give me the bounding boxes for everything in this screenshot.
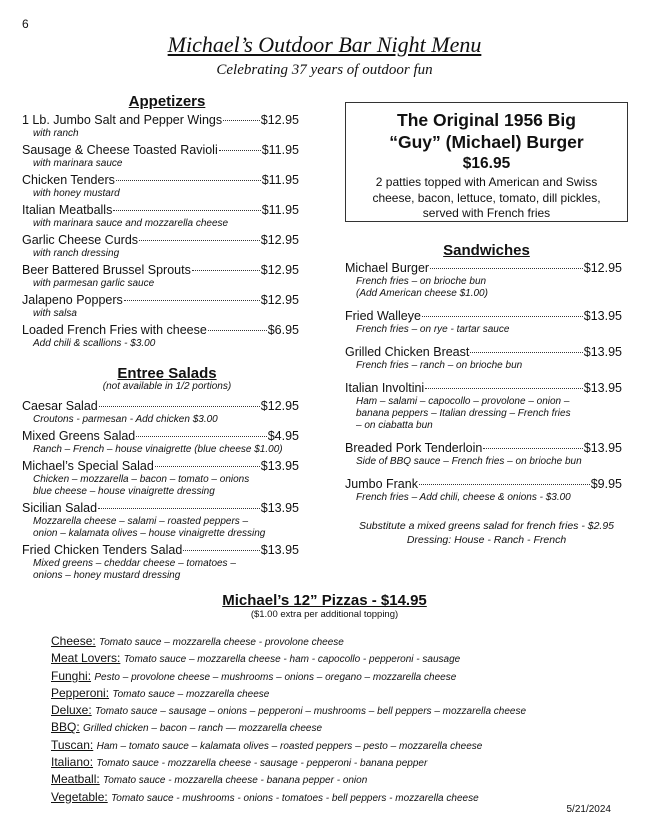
menu-item-description [22, 158, 299, 170]
menu-item-price: $12.95 [583, 261, 622, 275]
menu-item [345, 260, 622, 300]
dot-leader [99, 406, 260, 407]
menu-item-name: Sicilian Salad [22, 501, 98, 515]
pizza-name: Vegetable: [51, 789, 108, 804]
menu-item [22, 262, 299, 290]
dot-leader [430, 268, 583, 269]
pizza-item [51, 754, 526, 771]
menu-item-row [22, 398, 299, 414]
menu-item-name: Chicken Tenders [22, 173, 115, 187]
pizza-name: Meat Lovers: [51, 651, 121, 666]
description-line: with ranch dressing [33, 248, 120, 259]
feature-title-line1: The Original 1956 Big [397, 110, 576, 130]
menu-item-price: $12.95 [260, 113, 299, 127]
description-line: with marinara sauce [33, 158, 123, 169]
menu-item-name: Michael’s Special Salad [22, 459, 154, 473]
menu-item-row [22, 172, 299, 188]
description-line: with ranch [33, 128, 79, 139]
dot-leader [139, 240, 260, 241]
description-line: onions – honey mustard dressing [33, 570, 181, 581]
menu-item-price: $13.95 [583, 309, 622, 323]
menu-item-price: $13.95 [583, 345, 622, 359]
description-line: Croutons - parmesan - Add chicken $3.00 [33, 414, 218, 425]
menu-item-name: Jumbo Frank [345, 477, 418, 491]
menu-item-description [345, 396, 622, 432]
menu-item-name: Mixed Greens Salad [22, 429, 136, 443]
menu-item-price: $11.95 [261, 143, 299, 157]
dot-leader [470, 352, 582, 353]
menu-item-row [22, 202, 299, 218]
menu-item-row [22, 458, 299, 474]
dot-leader [155, 466, 260, 467]
menu-item-name: Fried Walleye [345, 309, 421, 323]
menu-item [22, 458, 299, 498]
dot-leader [124, 300, 260, 301]
dot-leader [98, 508, 260, 509]
pizza-description: Ham – tomato sauce – kalamata olives – roasted peppers – pesto – mozzarella cheese [96, 740, 483, 752]
menu-item [22, 172, 299, 200]
pizza-description: Pesto – provolone cheese – mushrooms – onions – oregano – mozzarella cheese [94, 671, 457, 683]
feature-price: $16.95 [462, 155, 511, 172]
pizza-item [51, 771, 526, 788]
menu-item-price: $13.95 [260, 543, 299, 557]
menu-item-row [345, 476, 622, 492]
pizza-description: Tomato sauce – mozzarella cheese - provolone cheese [99, 637, 344, 648]
pizza-description: Grilled chicken – bacon – ranch — mozzarella cheese [83, 723, 323, 735]
menu-item [22, 232, 299, 260]
description-line: with parmesan garlic sauce [33, 278, 155, 289]
menu-item-name: Grilled Chicken Breast [345, 345, 470, 359]
menu-item [22, 292, 299, 320]
menu-item [22, 542, 299, 582]
pizza-item [51, 789, 526, 806]
dot-leader [223, 120, 260, 121]
menu-item-description [22, 188, 299, 200]
menu-item-row [22, 542, 299, 558]
menu-item-price: $6.95 [267, 323, 299, 337]
description-line: with salsa [33, 308, 77, 319]
menu-item-price: $12.95 [260, 293, 299, 307]
description-line: banana peppers – Italian dressing – French fries [356, 408, 571, 419]
menu-item-description [22, 278, 299, 290]
menu-item-description [22, 338, 299, 350]
menu-item-price: $13.95 [260, 459, 299, 473]
menu-item-name: Garlic Cheese Curds [22, 233, 139, 247]
sandwiches-heading: Sandwiches [443, 242, 530, 259]
dot-leader [483, 448, 582, 449]
menu-item [22, 142, 299, 170]
salads-note: (not available in 1/2 portions) [102, 381, 232, 392]
menu-item [345, 380, 622, 432]
description-line: French fries – ranch – on brioche bun [356, 360, 523, 371]
description-line: Side of BBQ sauce – French fries – on brioche bun [356, 456, 582, 467]
menu-item-row [22, 262, 299, 278]
menu-item-row [22, 322, 299, 338]
pizza-item [51, 633, 526, 650]
menu-item [345, 476, 622, 504]
menu-item-price: $11.95 [261, 203, 299, 217]
sandwiches-list [345, 260, 622, 504]
description-line: Ranch – French – house vinaigrette (blue cheese $1.00) [33, 444, 283, 455]
dot-leader [136, 436, 266, 437]
menu-item-name: Beer Battered Brussel Sprouts [22, 263, 191, 277]
pizza-item [51, 719, 526, 736]
salads-list [22, 398, 299, 582]
menu-item-row [345, 440, 622, 456]
menu-item [345, 440, 622, 468]
description-line: French fries – on rye - tartar sauce [356, 324, 510, 335]
menu-item [22, 322, 299, 350]
appetizers-list [22, 112, 299, 350]
menu-item-name: Breaded Pork Tenderloin [345, 441, 483, 455]
menu-item-name: Jalapeno Poppers [22, 293, 123, 307]
pizzas-heading: Michael’s 12” Pizzas - $14.95 [222, 592, 427, 609]
menu-item-name: Loaded French Fries with cheese [22, 323, 207, 337]
pizza-item [51, 685, 526, 702]
description-line: onion – kalamata olives – house vinaigrette dressing [33, 528, 266, 539]
menu-item-description [22, 128, 299, 140]
menu-item [22, 112, 299, 140]
pizza-name: Italiano: [51, 755, 94, 770]
menu-item-row [22, 292, 299, 308]
menu-item [22, 500, 299, 540]
menu-subtitle: Celebrating 37 years of outdoor fun [216, 62, 433, 78]
menu-item-name: Sausage & Cheese Toasted Ravioli [22, 143, 218, 157]
description-line: blue cheese – house vinaigrette dressing [33, 486, 215, 497]
menu-item-description [345, 456, 622, 468]
menu-item-row [345, 344, 622, 360]
menu-item-row [345, 380, 622, 396]
menu-item-price: $9.95 [590, 477, 622, 491]
menu-item-name: Michael Burger [345, 261, 430, 275]
menu-item-price: $12.95 [260, 233, 299, 247]
menu-item-name: 1 Lb. Jumbo Salt and Pepper Wings [22, 113, 223, 127]
menu-item-description [345, 324, 622, 336]
pizza-name: Cheese: [51, 634, 96, 648]
menu-item-description [22, 248, 299, 260]
substitute-line1: Substitute a mixed greens salad for french fries - $2.95 [358, 520, 615, 532]
menu-item-price: $13.95 [583, 381, 622, 395]
menu-date: 5/21/2024 [566, 804, 611, 815]
pizza-description: Tomato sauce - mushrooms - onions - tomatoes - bell peppers - mozzarella cheese [111, 792, 479, 804]
pizza-name: Funghi: [51, 668, 92, 683]
menu-title: Michael’s Outdoor Bar Night Menu [167, 32, 482, 57]
page-number: 6 [22, 17, 29, 31]
feature-title-line2: “Guy” (Michael) Burger [389, 132, 584, 152]
description-line: – on ciabatta bun [356, 420, 433, 431]
pizza-item [51, 668, 526, 685]
dot-leader [116, 180, 261, 181]
pizza-description: Tomato sauce - mozzarella cheese - sausage - pepperoni - banana pepper [96, 758, 428, 770]
menu-item-name: Italian Involtini [345, 381, 425, 395]
pizza-list [51, 633, 526, 806]
menu-item-row [345, 308, 622, 324]
dot-leader [419, 484, 590, 485]
description-line: French fries – Add chili, cheese & onions - $3.00 [356, 492, 571, 503]
pizza-name: Meatball: [51, 772, 100, 787]
description-line: Chicken – mozzarella – bacon – tomato – onions [33, 474, 250, 485]
menu-item-row [22, 232, 299, 248]
salads-heading: Entree Salads [117, 365, 217, 382]
menu-item-description [22, 516, 299, 540]
menu-item [345, 308, 622, 336]
pizza-description: Tomato sauce – sausage – onions – pepperoni – mushrooms – bell peppers – mozzarella cheese [95, 706, 527, 718]
substitute-line2: Dressing: House - Ranch - French [406, 533, 567, 546]
menu-item-name: Fried Chicken Tenders Salad [22, 543, 183, 557]
menu-item-description [345, 492, 622, 504]
menu-item-description [345, 276, 622, 300]
description-line: with marinara sauce and mozzarella cheese [33, 218, 229, 229]
pizza-name: BBQ: [51, 720, 80, 735]
description-line: Ham – salami – capocollo – provolone – onion – [356, 396, 570, 407]
menu-item [22, 202, 299, 230]
menu-item [345, 344, 622, 372]
description-line: with honey mustard [33, 188, 120, 199]
menu-item-row [22, 112, 299, 128]
appetizers-heading: Appetizers [128, 93, 206, 110]
description-line: French fries – on brioche bun [356, 276, 487, 287]
feature-desc-line3: served with French fries [422, 206, 551, 220]
menu-item-description [22, 414, 299, 426]
feature-burger-box [345, 102, 628, 222]
menu-item-price: $13.95 [583, 441, 622, 455]
dot-leader [192, 270, 260, 271]
pizzas-note: ($1.00 extra per additional topping) [250, 609, 399, 620]
menu-item-description [22, 558, 299, 582]
description-line: Add chili & scallions - $3.00 [33, 338, 156, 349]
pizza-item [51, 650, 526, 667]
menu-item-price: $12.95 [260, 399, 299, 413]
pizza-description: Tomato sauce – mozzarella cheese - ham - capocollo - pepperoni - sausage [123, 654, 461, 666]
menu-item-description [22, 218, 299, 230]
dot-leader [208, 330, 267, 331]
menu-item-price: $11.95 [261, 173, 299, 187]
menu-item [22, 428, 299, 456]
pizza-item [51, 737, 526, 754]
menu-item-price: $4.95 [267, 429, 299, 443]
feature-desc-line1: 2 patties topped with American and Swiss [375, 175, 598, 189]
pizza-description: Tomato sauce - mozzarella cheese - banana pepper - onion [103, 775, 368, 787]
menu-item-name: Italian Meatballs [22, 203, 113, 217]
dot-leader [183, 550, 259, 551]
description-line: Mixed greens – cheddar cheese – tomatoes – [33, 558, 236, 569]
menu-item-description [22, 474, 299, 498]
pizza-name: Tuscan: [51, 737, 94, 752]
menu-item-description [345, 360, 622, 372]
pizza-name: Deluxe: [51, 703, 92, 718]
substitute-note [345, 520, 628, 547]
menu-item-row [22, 428, 299, 444]
dot-leader [425, 388, 583, 389]
feature-desc-line2: cheese, bacon, lettuce, tomato, dill pickles, [372, 190, 601, 205]
menu-item-name: Caesar Salad [22, 399, 98, 413]
menu-item [22, 398, 299, 426]
pizza-item [51, 702, 526, 719]
menu-item-description [22, 444, 299, 456]
menu-item-price: $12.95 [260, 263, 299, 277]
menu-item-description [22, 308, 299, 320]
description-line: Mozzarella cheese – salami – roasted peppers – [33, 516, 249, 527]
menu-item-row [345, 260, 622, 276]
menu-item-price: $13.95 [260, 501, 299, 515]
dot-leader [422, 316, 583, 317]
pizza-name: Pepperoni: [51, 685, 110, 700]
menu-item-row [22, 500, 299, 516]
description-line: (Add American cheese $1.00) [356, 288, 488, 299]
dot-leader [219, 150, 261, 151]
menu-item-row [22, 142, 299, 158]
dot-leader [113, 210, 260, 211]
pizza-description: Tomato sauce – mozzarella cheese [112, 688, 270, 700]
